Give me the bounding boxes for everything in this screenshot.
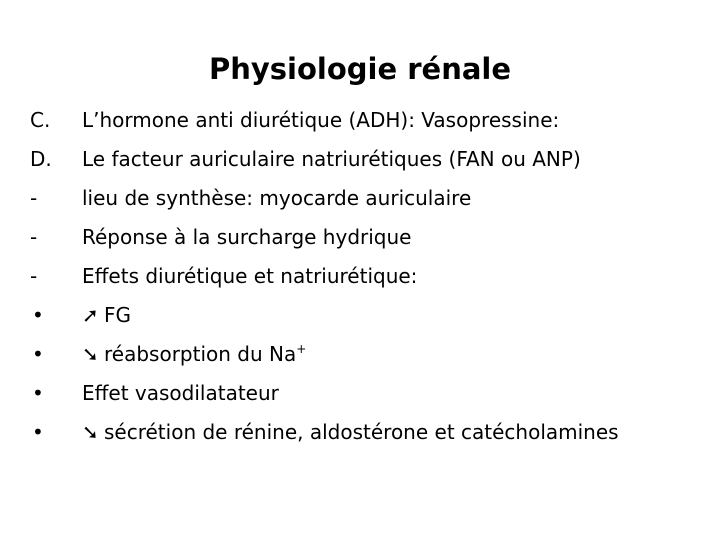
content-list [30,106,690,485]
list-item-text: sécrétion de rénine, aldostérone et catécholamines [104,420,619,444]
list-item-text: lieu de synthèse: myocarde auriculaire [82,186,472,210]
list-item [30,106,690,134]
bullet-marker: • [32,381,44,405]
list-marker: - [30,225,38,249]
bullet-marker: • [32,303,44,327]
arrow-up-right-icon: ➚ [82,303,99,327]
arrow-down-right-icon: ➘ [82,420,99,444]
list-item [30,223,690,251]
bullet-marker: • [32,420,44,444]
list-item [30,340,690,368]
bullet-marker: • [32,342,44,366]
list-item-text: Effet vasodilatateur [82,381,279,405]
list-item-content [82,301,690,329]
list-item [30,145,690,173]
list-item [30,301,690,329]
list-marker: D. [30,147,52,171]
list-item [30,379,690,407]
list-marker: - [30,264,38,288]
list-item [30,262,690,290]
list-item [30,418,690,474]
list-item [30,184,690,212]
list-marker: C. [30,108,51,132]
arrow-down-right-icon: ➘ [82,342,99,366]
list-item-content [82,340,690,368]
list-item-text: Effets diurétique et natriurétique: [82,264,418,288]
superscript-plus: + [296,342,307,356]
list-item-text: Réponse à la surcharge hydrique [82,225,412,249]
list-marker: - [30,186,38,210]
list-item-text: FG [104,303,132,327]
list-item-text: L’hormone anti diurétique (ADH): Vasopressine: [82,108,560,132]
list-item-content [82,418,690,446]
list-item-text: Le facteur auriculaire natriurétiques (FAN ou ANP) [82,147,581,171]
list-item-text: réabsorption du Na [104,342,297,366]
slide-title: Physiologie rénale [208,52,512,86]
